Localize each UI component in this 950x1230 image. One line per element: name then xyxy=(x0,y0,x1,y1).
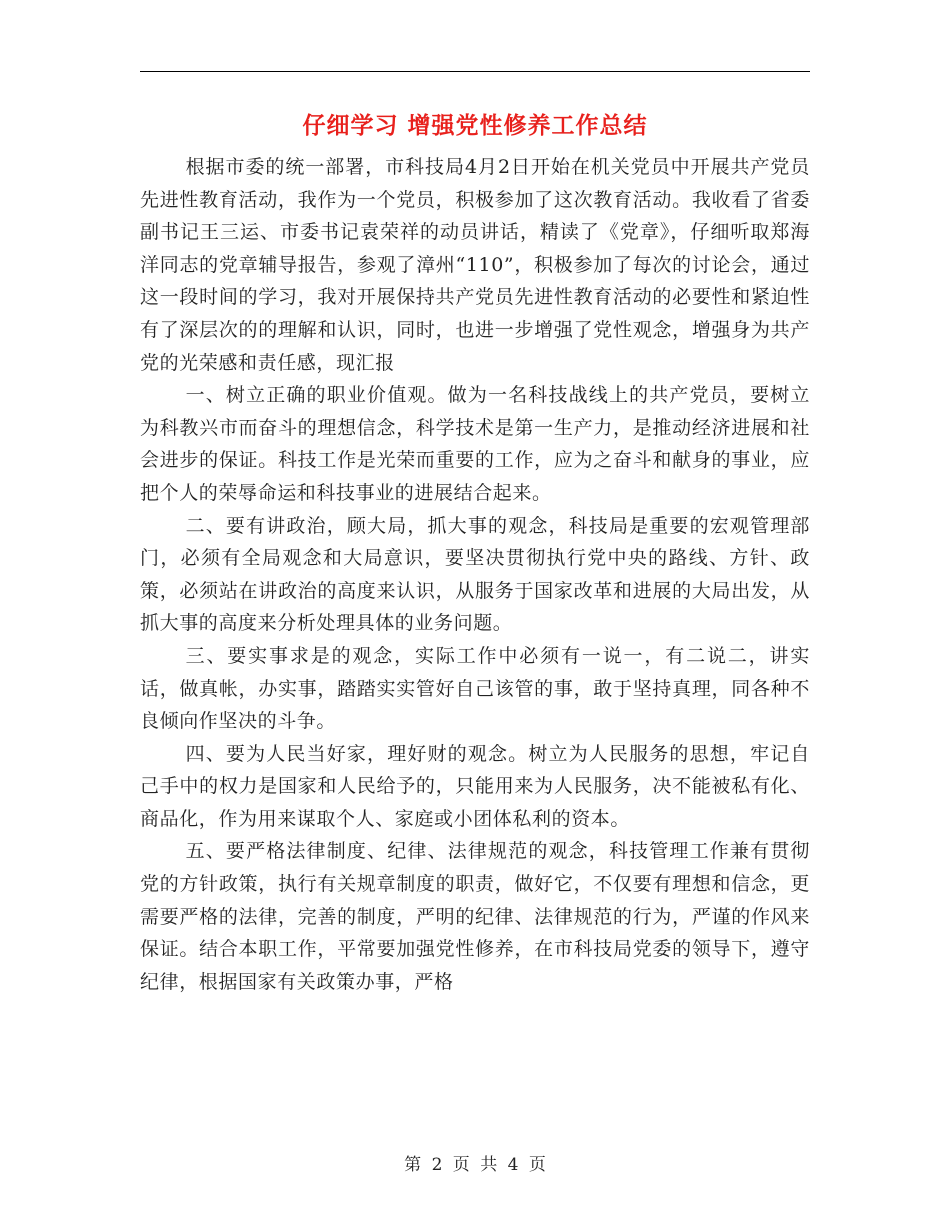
document-body xyxy=(140,151,810,998)
paragraph-point-5: 五、要严格法律制度、纪律、法律规范的观念，科技管理工作兼有贯彻党的方针政策，执行有关规章制度的职责，做好它，不仅要有理想和信念，更需要严格的法律，完善的制度，严明的纪律、法律规范的行为，严谨的作风来保证。结合本职工作，平常要加强党性修养，在市科技局党委的领导下，遵守纪律，根据国家有关政策办事，严格 xyxy=(140,840,810,993)
paragraph-point-1: 一、树立正确的职业价值观。做为一名科技战线上的共产党员，要树立为科教兴市而奋斗的理想信念，科学技术是第一生产力，是推动经济进展和社会进步的保证。科技工作是光荣而重要的工作，应为之奋斗和献身的事业，应把个人的荣辱命运和科技事业的进展结合起来。 xyxy=(140,384,810,504)
paragraph-point-3: 三、要实事求是的观念，实际工作中必须有一说一，有二说二，讲实话，做真帐，办实事，踏踏实实管好自己该管的事，敢于坚持真理，同各种不良倾向作坚决的斗争。 xyxy=(140,644,810,733)
paragraph-intro: 根据市委的统一部署，市科技局4月2日开始在机关党员中开展共产党员先进性教育活动，我作为一个党员，积极参加了这次教育活动。我收看了省委副书记王三运、市委书记袁荣祥的动员讲话，精读了《党章》，仔细听取郑海洋同志的党章辅导报告，参观了漳州“110”，积极参加了每次的讨论会，通过这一段时间的学习，我对开展保持共产党员先进性教育活动的必要性和紧迫性有了深层次的的理解和认识，同时，也进一步增强了党性观念，增强身为共产党的光荣感和责任感，现汇报 xyxy=(140,156,810,374)
paragraph-point-4: 四、要为人民当好家，理好财的观念。树立为人民服务的思想，牢记自己手中的权力是国家和人民给予的，只能用来为人民服务，决不能被私有化、商品化，作为用来谋取个人、家庭或小团体私利的资本。 xyxy=(140,742,810,830)
header-rule xyxy=(140,71,810,72)
paragraph-point-2: 二、要有讲政治，顾大局，抓大事的观念，科技局是重要的宏观管理部门，必须有全局观念和大局意识，要坚决贯彻执行党中央的路线、方针、政策，必须站在讲政治的高度来认识，从服务于国家改革和进展的大局出发，从抓大事的高度来分析处理具体的业务问题。 xyxy=(140,514,810,635)
page-number-footer: 第 2 页 共 4 页 xyxy=(404,1155,546,1175)
document-title: 仔细学习 增强党性修养工作总结 xyxy=(302,112,648,139)
